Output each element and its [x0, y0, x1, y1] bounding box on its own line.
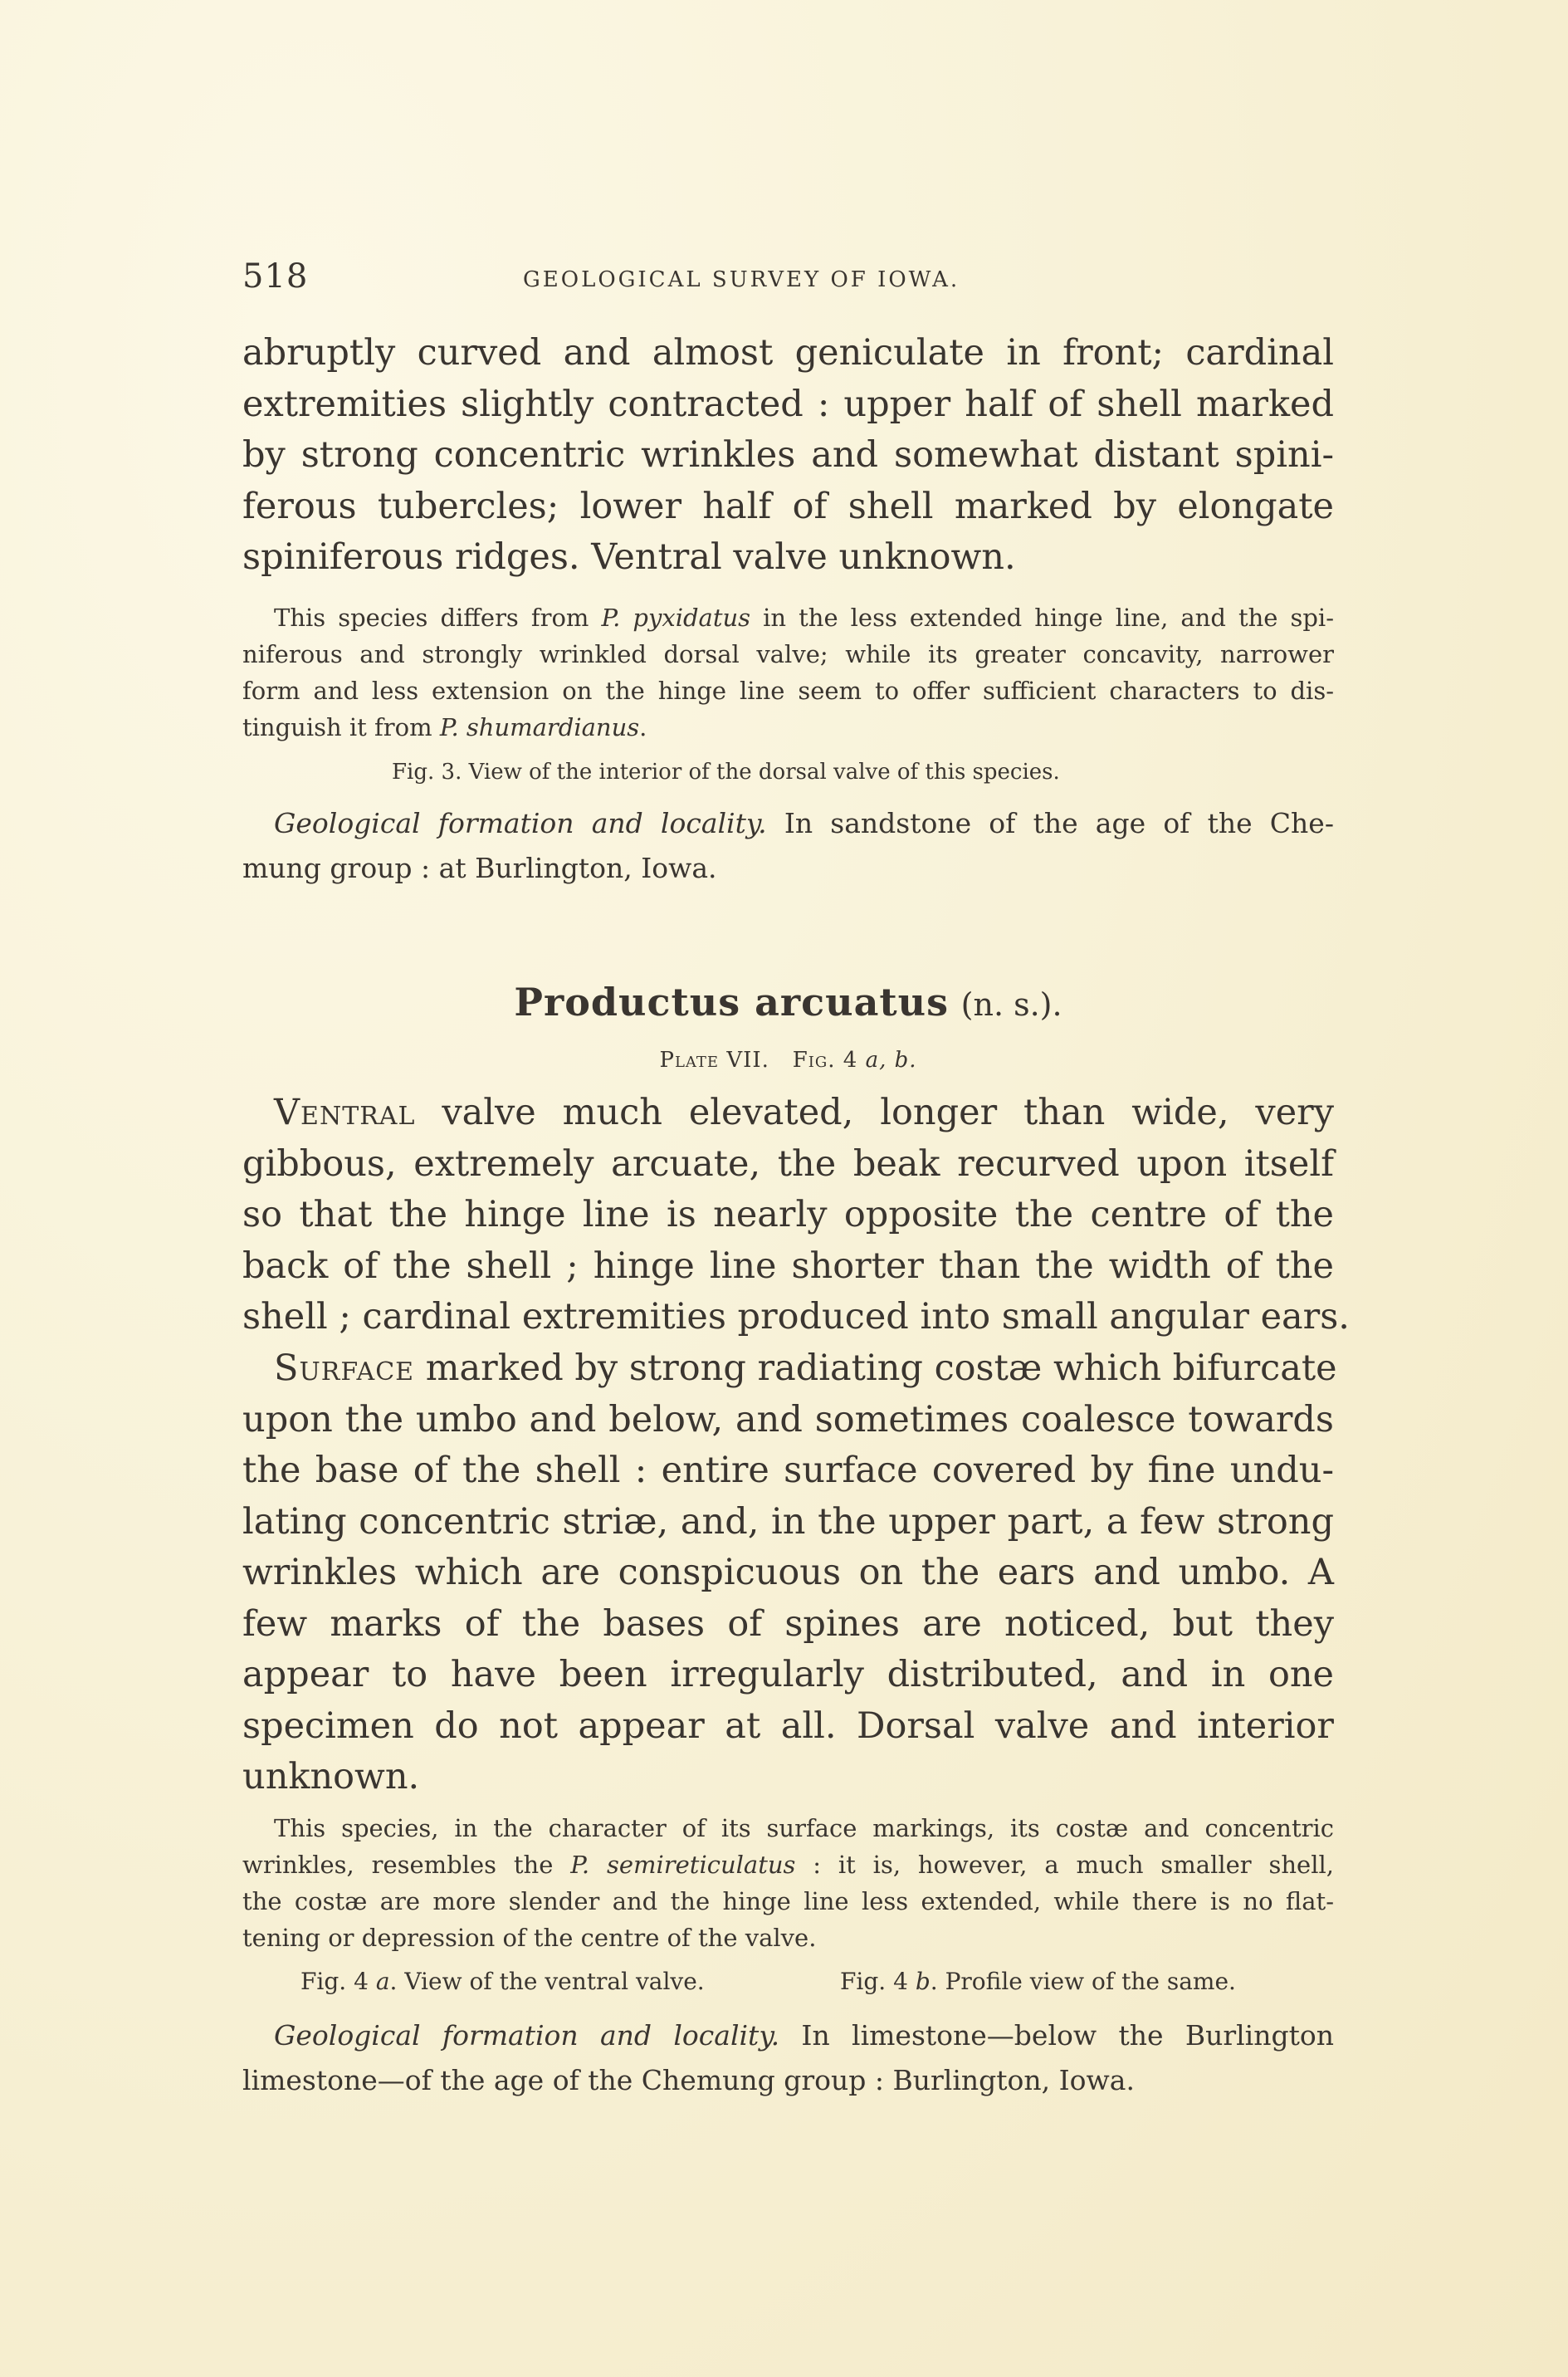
figure-caption: Fig. 3. View of the interior of the dorsal valve of this species.	[392, 760, 1060, 785]
continued-description	[242, 328, 1334, 584]
locality-label: Geological formation and locality.	[274, 2019, 780, 2052]
species-designation: (n. s.).	[960, 986, 1062, 1023]
text-line: lating concentric striæ, and, in the upper part, a few strong	[242, 1500, 1334, 1543]
text-line: mung group : at Burlington, Iowa.	[242, 852, 717, 884]
text-line: abruptly curved and almost geniculate in front; cardinal	[242, 332, 1334, 374]
text-line: appear to have been irregularly distributed, and in one	[242, 1654, 1334, 1695]
text-line: limestone—of the age of the Chemung group : Burlington, Iowa.	[242, 2064, 1135, 2096]
species-name: Productus arcuatus	[514, 980, 950, 1025]
text-line: few marks of the bases of spines are noticed, but they	[242, 1602, 1334, 1645]
species-name: P. pyxidatus	[601, 604, 751, 632]
text-line: extremities slightly contracted : upper half of shell marked	[242, 383, 1334, 425]
figure-caption-4a: Fig. 4 a. View of the ventral valve.	[300, 1968, 705, 1995]
text-line: spiniferous ridges. Ventral valve unknown.	[242, 536, 1016, 578]
running-title: GEOLOGICAL SURVEY OF IOWA.	[523, 267, 960, 292]
species-name: P. semireticulatus	[570, 1851, 796, 1879]
remarks-paragraph-1	[242, 599, 1334, 746]
locality-paragraph-2	[242, 2013, 1334, 2103]
text-line: Geological formation and locality. In limestone—below the Burlington	[274, 2019, 1334, 2052]
text-line: ferous tubercles; lower half of shell marked by elongate	[242, 485, 1334, 527]
text-line: tinguish it from P. shumardianus.	[242, 713, 647, 741]
text-line: Surface marked by strong radiating costæ which bifurcate	[274, 1347, 1337, 1389]
text-line: the base of the shell : entire surface covered by fine undu-	[242, 1450, 1334, 1491]
text-line: upon the umbo and below, and sometimes coalesce towards	[242, 1398, 1334, 1440]
text-line: tening or depression of the centre of the valve.	[242, 1924, 817, 1952]
plate-reference: Plate VII. Fig. 4 a, b.	[659, 1048, 917, 1073]
ventral-description	[242, 1088, 1350, 1343]
text-line: niferous and strongly wrinkled dorsal valve; while its greater concavity, narrower	[242, 640, 1334, 668]
text-line: This species differs from P. pyxidatus in the less extended hinge line, and the spi-	[274, 604, 1335, 632]
text-line: wrinkles which are conspicuous on the ears and umbo. A	[242, 1552, 1334, 1593]
surface-description	[242, 1343, 1337, 1803]
text-line: unknown.	[242, 1756, 420, 1797]
lead-word: Ventral	[274, 1092, 416, 1133]
species-heading	[242, 980, 1334, 1025]
text-line: wrinkles, resembles the P. semireticulatus : it is, however, a much smaller shell,	[242, 1851, 1334, 1879]
figure-captions	[300, 1968, 1334, 1995]
lead-word: Surface	[274, 1347, 415, 1389]
species-name: P. shumardianus	[439, 713, 640, 741]
locality-label: Geological formation and locality.	[274, 807, 767, 839]
text-line: Ventral valve much elevated, longer than wide, very	[274, 1092, 1334, 1133]
page-number: 518	[242, 257, 309, 296]
figure-caption-4b: Fig. 4 b. Profile view of the same.	[840, 1968, 1236, 1995]
text-line: gibbous, extremely arcuate, the beak recurved upon itself	[242, 1142, 1334, 1185]
locality-paragraph-1	[242, 801, 1334, 891]
text-line: form and less extension on the hinge line seem to offer sufficient characters to dis-	[242, 677, 1334, 705]
text-line: by strong concentric wrinkles and somewhat distant spini-	[242, 434, 1334, 476]
text-line: so that the hinge line is nearly opposite the centre of the	[242, 1194, 1334, 1235]
remarks-paragraph-2	[242, 1810, 1334, 1956]
text-line: Geological formation and locality. In sandstone of the age of the Che-	[274, 807, 1334, 839]
text-line: back of the shell ; hinge line shorter than the width of the	[242, 1245, 1334, 1287]
text-line: shell ; cardinal extremities produced into small angular ears.	[242, 1296, 1350, 1338]
running-head	[242, 257, 1334, 299]
text-line: This species, in the character of its surface markings, its costæ and concentric	[274, 1814, 1334, 1842]
text-line: specimen do not appear at all. Dorsal valve and interior	[242, 1704, 1334, 1747]
text-line: the costæ are more slender and the hinge line less extended, while there is no flat-	[242, 1887, 1334, 1915]
